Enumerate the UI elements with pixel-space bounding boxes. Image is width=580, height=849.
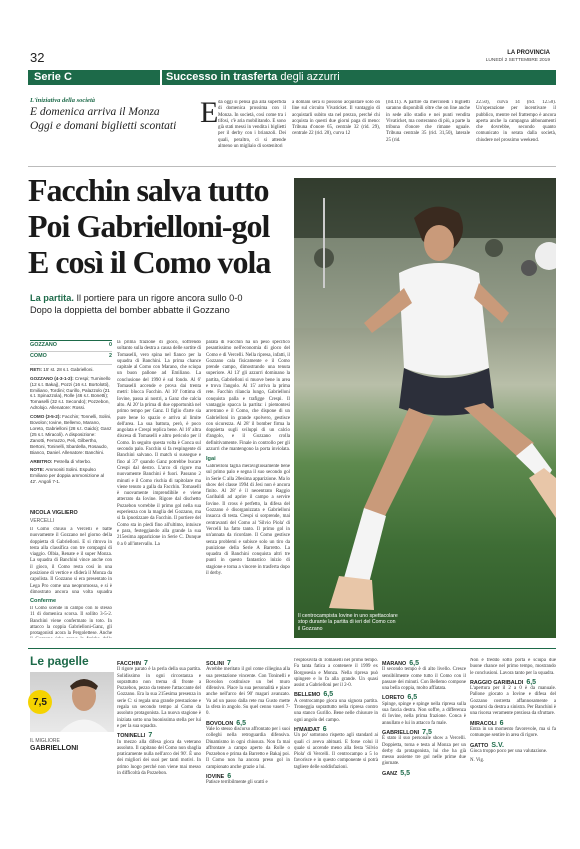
reti-text: 15' st. 28 s.t. Gabrielloni. [43, 366, 94, 372]
paper-name: LA PROVINCIA [507, 50, 550, 56]
player-score: 7 [143, 660, 148, 667]
player-rating [382, 771, 466, 777]
como-text: Facchin; Tonnelli, Solini, Bovolon; Iovine, Bellemo, Marano, Loreto, Gabrielloni (28 s.t. Gaido); Ganz (25 s.t. Miracoli). A disposizione: Zanotti, Ferrazzo, Peli, Gilbertho, Bertoni, Toninelli, Sbardella, Rosaudo, Bianco, Daniel. Allenatore: Banchini. [30, 414, 112, 455]
issue-date: LUNEDÌ 2 SETTEMBRE 2019 [485, 58, 550, 63]
promo-kicker: L'iniziativa della società [30, 97, 95, 104]
promo-dropcap: E [200, 96, 219, 129]
como-lineup [30, 414, 112, 455]
promo-col-2: a domani sera si possono acquistare solo on line sul circuito Vivaticket. Il vantaggio di acquistarli subito sta nel prezzo, perché chi acquista in questi due giorni paga di meno: Tribuna d'onore 65, centrale 32 (rid. 29), centrale 22 (rid. 20), curva 12 [292, 100, 380, 137]
player-comment: Il rigore parato è la perla della sua partita. Solidissimo in ogni circostanza e soprattutto non trema di fronte a Pozzebon, pezzo da temere l'attaccante del Gozzano. Era la sua 215esima presenza in serie C: si regala una grande prestazione e regala un secondo tempo al Como da assoluto protagonista. La nuova stagione è iniziata sotto una buonissima stella per lui e per la sua squadra. [117, 667, 201, 729]
reti-label: RETI: [30, 366, 42, 372]
player-rating [382, 695, 466, 726]
team-b: COMO [30, 352, 47, 359]
article-col-3b: Gabrielloni taglia meravigliosamente bene sul primo palo e segna il suo secondo gol in Serie C alla 20esima apparizione. Ma lo show del classe 1994 di Jesi non è ancora finito. Al 28' è il neoentrato Raggio Garibaldi ad aprire il campo a servire Iovine. Il cross è perfetto, la difesa del Gozzano è disorganizzata e Gabrielloni insacca di testa. Crespi si sorprende, mai centravanti del Como al 'Silvio Piola' di Vercelli ha fatto tanto. Il primo gol in un'annata da ricordare. Il Como gestisce senza problemi e subisce solo un tiro da punizione della Serie A Barretto. La squadra di Banchini conquista altri tre punti in questo fantastico inizio di stagione e torna a vincere in trasferta dopo il derby. [206, 464, 290, 577]
banner-title-light: degli azzurri [280, 71, 340, 83]
score-a: 0 [109, 342, 112, 348]
player-rating [294, 658, 378, 689]
player-name-text: BELLEMO [294, 692, 321, 699]
player-comment: L'apertura per il 2 a 0 è da manuale. Pallone giocato a Iovine e difesa del Gozzano costretta affannosamente a spostarsi da destra a sinistra. Per Banchini è una risorsa veramente preziosa da sfruttare. [470, 686, 556, 717]
promo-title-1: E domenica arriva il Monza [30, 106, 160, 118]
headline [28, 172, 288, 280]
player-score: 5,5 [400, 769, 411, 777]
note-label: NOTE: [30, 467, 45, 473]
player-score: 6,5 [236, 719, 246, 727]
player-score: 7,5 [422, 728, 432, 736]
player-rating [470, 743, 556, 756]
best-score-badge [28, 690, 52, 714]
banner-title [166, 71, 340, 83]
player-score: S.V. [491, 741, 504, 749]
player-comment: Vale lo stesso discorso affrontato per i suoi colleghi nella retroguardia difensiva. Dinamismo in ogni chiusura. Non fa mai affrontare a campo aperto da Rolle o Pozzebon e prima da Barretto e Bakaj poi. Il Como non ha ancora preso gol in campionato anche grazie a lui. [206, 726, 290, 770]
player-rating [382, 661, 466, 692]
pagelle-title: Le pagelle [30, 654, 89, 668]
pagelle-column [206, 658, 290, 843]
como-label: COMO (3-5-2): [30, 414, 61, 420]
player-comment: l'esplosività di Tomaselli nel primo tempo. Fa tanta fatica a contenere il 1999 ex Borgosesia e Monza. Nella ripresa può spingere e lo fa alla grande. Un quasi assist a Gabrielloni per il 2-0. [294, 658, 378, 689]
page-number: 32 [30, 50, 45, 65]
best-score: 7,5 [33, 696, 47, 708]
player-score: 6,5 [409, 660, 419, 667]
player-rating [206, 774, 290, 787]
player-figure [294, 178, 556, 638]
player-comment: Un po' sottotono rispetto agli standard ai quali ci aveva abituati. E forse colui il quale si accende meno alla festa 'Silvio Piola' di Vercelli. Il centrocampo a 5 lo favorisce e in questo componente si potrà tagliere delle soddisfazioni. [294, 733, 378, 770]
arbitro-line [30, 459, 112, 465]
player-name-text: LORETO [382, 695, 405, 702]
promo-col-4: 22.50), curva 14 (rid. 12.50). Un'operazione per incentivare il pubblico, mentre nel frattempo è ancora aperta anche la campagna abbonamenti che dovrebbe, secondo quanto comunicato in serata dalla società, chiudere nel prossimo weekend. [476, 100, 556, 143]
note-line [30, 467, 112, 485]
score-b: 2 [109, 352, 112, 359]
player-comment: N. Vig. [470, 758, 485, 764]
player-name-text: RAGGIO GARIBALDI [470, 679, 524, 686]
player-score: 6,5 [407, 694, 418, 702]
gozzano-text: Crespi; Tuminello (12 s.t. Bakaj), Pozzi (16 s.t. Bortolotti), Emiliano, Tordini; Gurillo, Palazzolo (21 s.t. Spinazzola), Rolle (46 s.t. Bonetti); Tomaselli (32 s.t. Secondo); Pozzebon, Adrolojo. Allenatore: Rossi. [30, 375, 111, 411]
player-score: 6 [322, 725, 327, 733]
headline-line-3: E così il Como vola [28, 244, 271, 280]
best-name: GABRIELLONI [30, 745, 79, 752]
player-rating [470, 721, 556, 740]
player-rating [294, 692, 378, 723]
promo-title-2: Oggi e domani biglietti scontati [30, 120, 177, 132]
score-row-como [30, 351, 112, 360]
promo-col-1: da oggi si pensa già alla superfida di domenica prossima con il Monza. In società, così come tra i tifosi, c'è aria mobilitando. E sono già stati messi in vendita i biglietti per il derby con i brianzoli. Dei quali, peraltro, ci si attende almeno un migliaio di sostenitori [218, 100, 286, 150]
player-comment: Il secondo tempo è di alto livello. Cresce sensibilmente come tutto il Como con il passare dei minuti. Con Bellemo compone una bella coppia, molto affiatata. [382, 667, 466, 692]
player-comment: Patisce terribilmente gli scatti e [206, 780, 268, 786]
player-comment: Non è freddo sotto porta e sciupa due buone chance nel primo tempo, mostrando le conclusioni. Lavora tanto per la squadra. [470, 658, 556, 676]
player-rating [294, 727, 378, 771]
gozzano-lineup [30, 376, 112, 411]
player-rating [206, 721, 290, 771]
pagelle-column [382, 658, 466, 843]
player-comment: Gioca troppo poco per una valutazione. [470, 748, 548, 754]
player-name-text: BOVOLON [206, 720, 234, 727]
banner-title-bold: Successo in trasferta [166, 71, 278, 83]
team-a: GOZZANO [30, 342, 57, 348]
match-photo [294, 178, 556, 638]
player-name-text: GATTO [470, 742, 489, 749]
headline-line-2: Poi Gabrielloni-gol [28, 208, 270, 244]
article-col-1b: Il Como scende in campo con lo stesso 11 di domenica scorsa. Il sollito 3-5-2. Banchini viene confermato in toto. In attacco la coppia Gabrielloni-Ganz, gli protagonisti acora la Pergolettese. Anche [30, 606, 112, 637]
player-score: 6 [227, 773, 232, 781]
subhead [30, 292, 292, 316]
player-rating [117, 733, 201, 777]
reti-line [30, 364, 112, 373]
player-name [382, 771, 466, 777]
byline-place: VERCELLI [30, 518, 55, 524]
player-rating [382, 730, 466, 768]
article-col-2: la prima frazione di gioco, soffrendo soltanto sulla destra a causa delle sortite di Tomaselli, vero spina nel fianco per la squadra di Banchini. La prima chance capitale al Como con Marano, che sciupa un buon pallone ad Emiliano. La conclusione del 1990 è sul fondo. Al 6' Tomaselli accende e prova dai trenta metri: blocca Facchin. Al 10' l'ottima di Iovine, passa ai nostri, a Ganz che calcia alto. Al 20' la prima di due opportunità nel primo tempo per Ganz. Il figlio d'arte sia pure bene lo spazio e arriva al limite dell'area. La sua battuta, però, è poco angolata e Crespi replica bene. Al 16' altra discesa di Tomaselli e altro pericolo per il Como. In seguito questa volta è Conca sul secondo palo. Facchin si fa respingente di Banchini salvano. Il match si sussegue e fino al 37' quando Ganz potrebbe bucare Crespi dal destro. L'arco di rigore ma nuovamente Banchini è fuori. Passano 2 minuti e il Como rischia di rapitolare ma viene tenuto a galla da Facchin. Tomaselli è nuovamente imprendibile e viene atterrato da Iovine. Rigore dal dischetto Pozzebon vorrebbe il primo gol nella sua esperienza con la maglia del Gozzano, ma si fa ipnotizzare da Facchin. Il portiere del Como sta in piedi fino all'ultimo, intuisce e para, festeggiando alla grande la sua 215esima apparizione in Serie C. Dunque 0 a 0 all'intervallo. La [117, 340, 201, 547]
player-name-text: FACCHIN [117, 661, 141, 667]
photo-caption: Il centrocampista Iovine in uno spettacolare stop durante la partita di ieri del Como con il Gozzano [298, 612, 398, 632]
pagelle-column [470, 658, 556, 843]
player-rating [206, 661, 290, 718]
pagelle-divider [28, 648, 556, 649]
note-text: Ammoniti Solini. Espulso Emiliano per doppia ammonizione al 42'. Angoli 7-1. [30, 467, 105, 485]
player-rating [470, 658, 556, 677]
player-score: 7 [226, 660, 231, 667]
arbitro-text: Petrella di Viterbo. [53, 458, 92, 464]
player-rating [470, 680, 556, 718]
arbitro-label: ARBITRO: [30, 458, 53, 464]
player-score: 6 [499, 719, 504, 727]
subhead-label: La partita. [30, 293, 74, 303]
gozzano-label: GOZZANO (4-3-1-2): [30, 375, 74, 381]
player-name-text: IOVINE [206, 774, 225, 781]
subhead-text-2: Dopo la doppietta del bomber abbatte il Gozzano [30, 305, 230, 315]
player-comment: Spinge, spinge e spinge nella ripresa sulla sua fascia destra. Non soffre, a differenza di Iovine, nella prima frazione. Conca è annullato e lui in attacco fa male. [382, 701, 466, 726]
player-comment: A centrocampo gioca una signora partita. Troneggia soprattutto nella ripresa contro una stanco Gurillo. Bene nelle chiusure in ogni angolo del campo. [294, 698, 378, 723]
score-row-gozzano [30, 340, 112, 349]
subhead-text-1: Il portiere para un rigore ancora sullo 0-0 [76, 293, 243, 303]
player-comment: Entra in un momento favorevole, ma si fa comunque sentire in area di rigore. [470, 726, 556, 739]
promo-divider [28, 166, 556, 167]
pagelle-column [294, 658, 378, 843]
article-col-1: Il Como chiuso a Vercelli e batte nuovamente il Gozzano nel giorno della doppietta di Gabrielloni. E si ritrova in testa alla classifica con tre compagni di viaggio. Olbia, Renate e il super Monza. La squadra di Banchini vince anche con il gioco, il Como resta così in una posizione di vertice e sfiderà il Monza da capolista. Il Gozzano si era presentato in Lega Pro come una neopromossa, e si è dimostrato ancora una volta squadra [30, 527, 112, 595]
player-rating [117, 661, 201, 730]
player-comment: Avrebbe meritato il gol come ciliegina alla sua prestazione vincente. Con Toninelli e Bovolon costituisce un bel muro difensivo. Piace la sua personalità e piace anche nell'arco dei 90' magari avanzato. Va ad un passo dalla rete ma Gusto mette la sfera in angolo. Su quel cenno vaseri 7-0. [206, 667, 290, 717]
player-name-text: H'MAIDAT [294, 726, 320, 733]
article-col-3: parata di Facchin ha un peso specifico pesantissimo nell'economia di gioco del Como e di Vercelli. Nella ripresa, infatti, il Gozzano cala fisicamente e il Como prende campo, dimostrando una tenuta superiore. Al 13' gli azzurri dominano la partita, Gabrielloni si muove bene in area e trova l'angolo. Al 15' arriva la prima rete. Facchin rilancia lungo, Gabrielloni conquista palla e trafigge Crespi. Il vantaggio spacca la partita: i piemontesi arretrano e il Como, che dispone di un Gabrielloni in grande spolvero, gestisce con sicurezza. Al 28' il bomber firma la doppietta sugli sviluppi di un calcio d'angolo, e il Gozzano crolla definitivamente. Finale in controllo per gli azzurri che mantengono la porta inviolata. [206, 340, 290, 452]
best-label: IL MIGLIORE [30, 738, 60, 744]
player-comment: È stato il suo personale show a Vercelli. Doppietta, torna e testa al Monza per un derby da protagonista, lui che ha già messo assieme tre gol nelle prime due giornate. [382, 736, 466, 767]
player-name-text: SOLINI [206, 661, 224, 667]
player-score: 6,5 [323, 691, 334, 699]
promo-col-3: (rid.11). A partire da mercoledì i biglietti saranno disponibili oltre che on line anche in sede allo stadio e nei punti vendita Vivaticket, ma costeranno di più, a parte la tribuna d'onore che rimane uguale. Tribuna centrale 35 (rid. 31,50), laterale 25 (rid. [386, 100, 470, 143]
player-name-text: TONINELLI [117, 733, 146, 740]
player-comment: In mezzo alla difesa gioca da veterano assoluto. Il capitano del Como non sbaglia praticamente nulla nell'arco dei 90'. È uno dei migliori dei suoi per tanti motivi. In primo luogo perché non viene mai messo in difficoltà da Pozzebon. [117, 739, 201, 777]
section-label: Serie C [34, 71, 72, 83]
player-score: 7 [148, 732, 153, 740]
player-name-text: MARANO [382, 661, 407, 667]
igai-label: Igai [206, 456, 216, 462]
player-name-text: GABRIELLONI [382, 729, 420, 736]
byline-author: NICOLA VIGLIERO [30, 510, 78, 516]
player-name-text: GANZ [382, 770, 398, 777]
scorebox [30, 340, 112, 485]
player-name-text: MIRACOLI [470, 720, 497, 727]
conferme-label: Conferme [30, 598, 57, 604]
player-rating [470, 758, 556, 764]
headline-line-1: Facchin salva tutto [28, 172, 269, 208]
banner-divider [160, 70, 162, 85]
pagelle-column [117, 658, 201, 843]
player-score: 6,5 [526, 678, 537, 686]
